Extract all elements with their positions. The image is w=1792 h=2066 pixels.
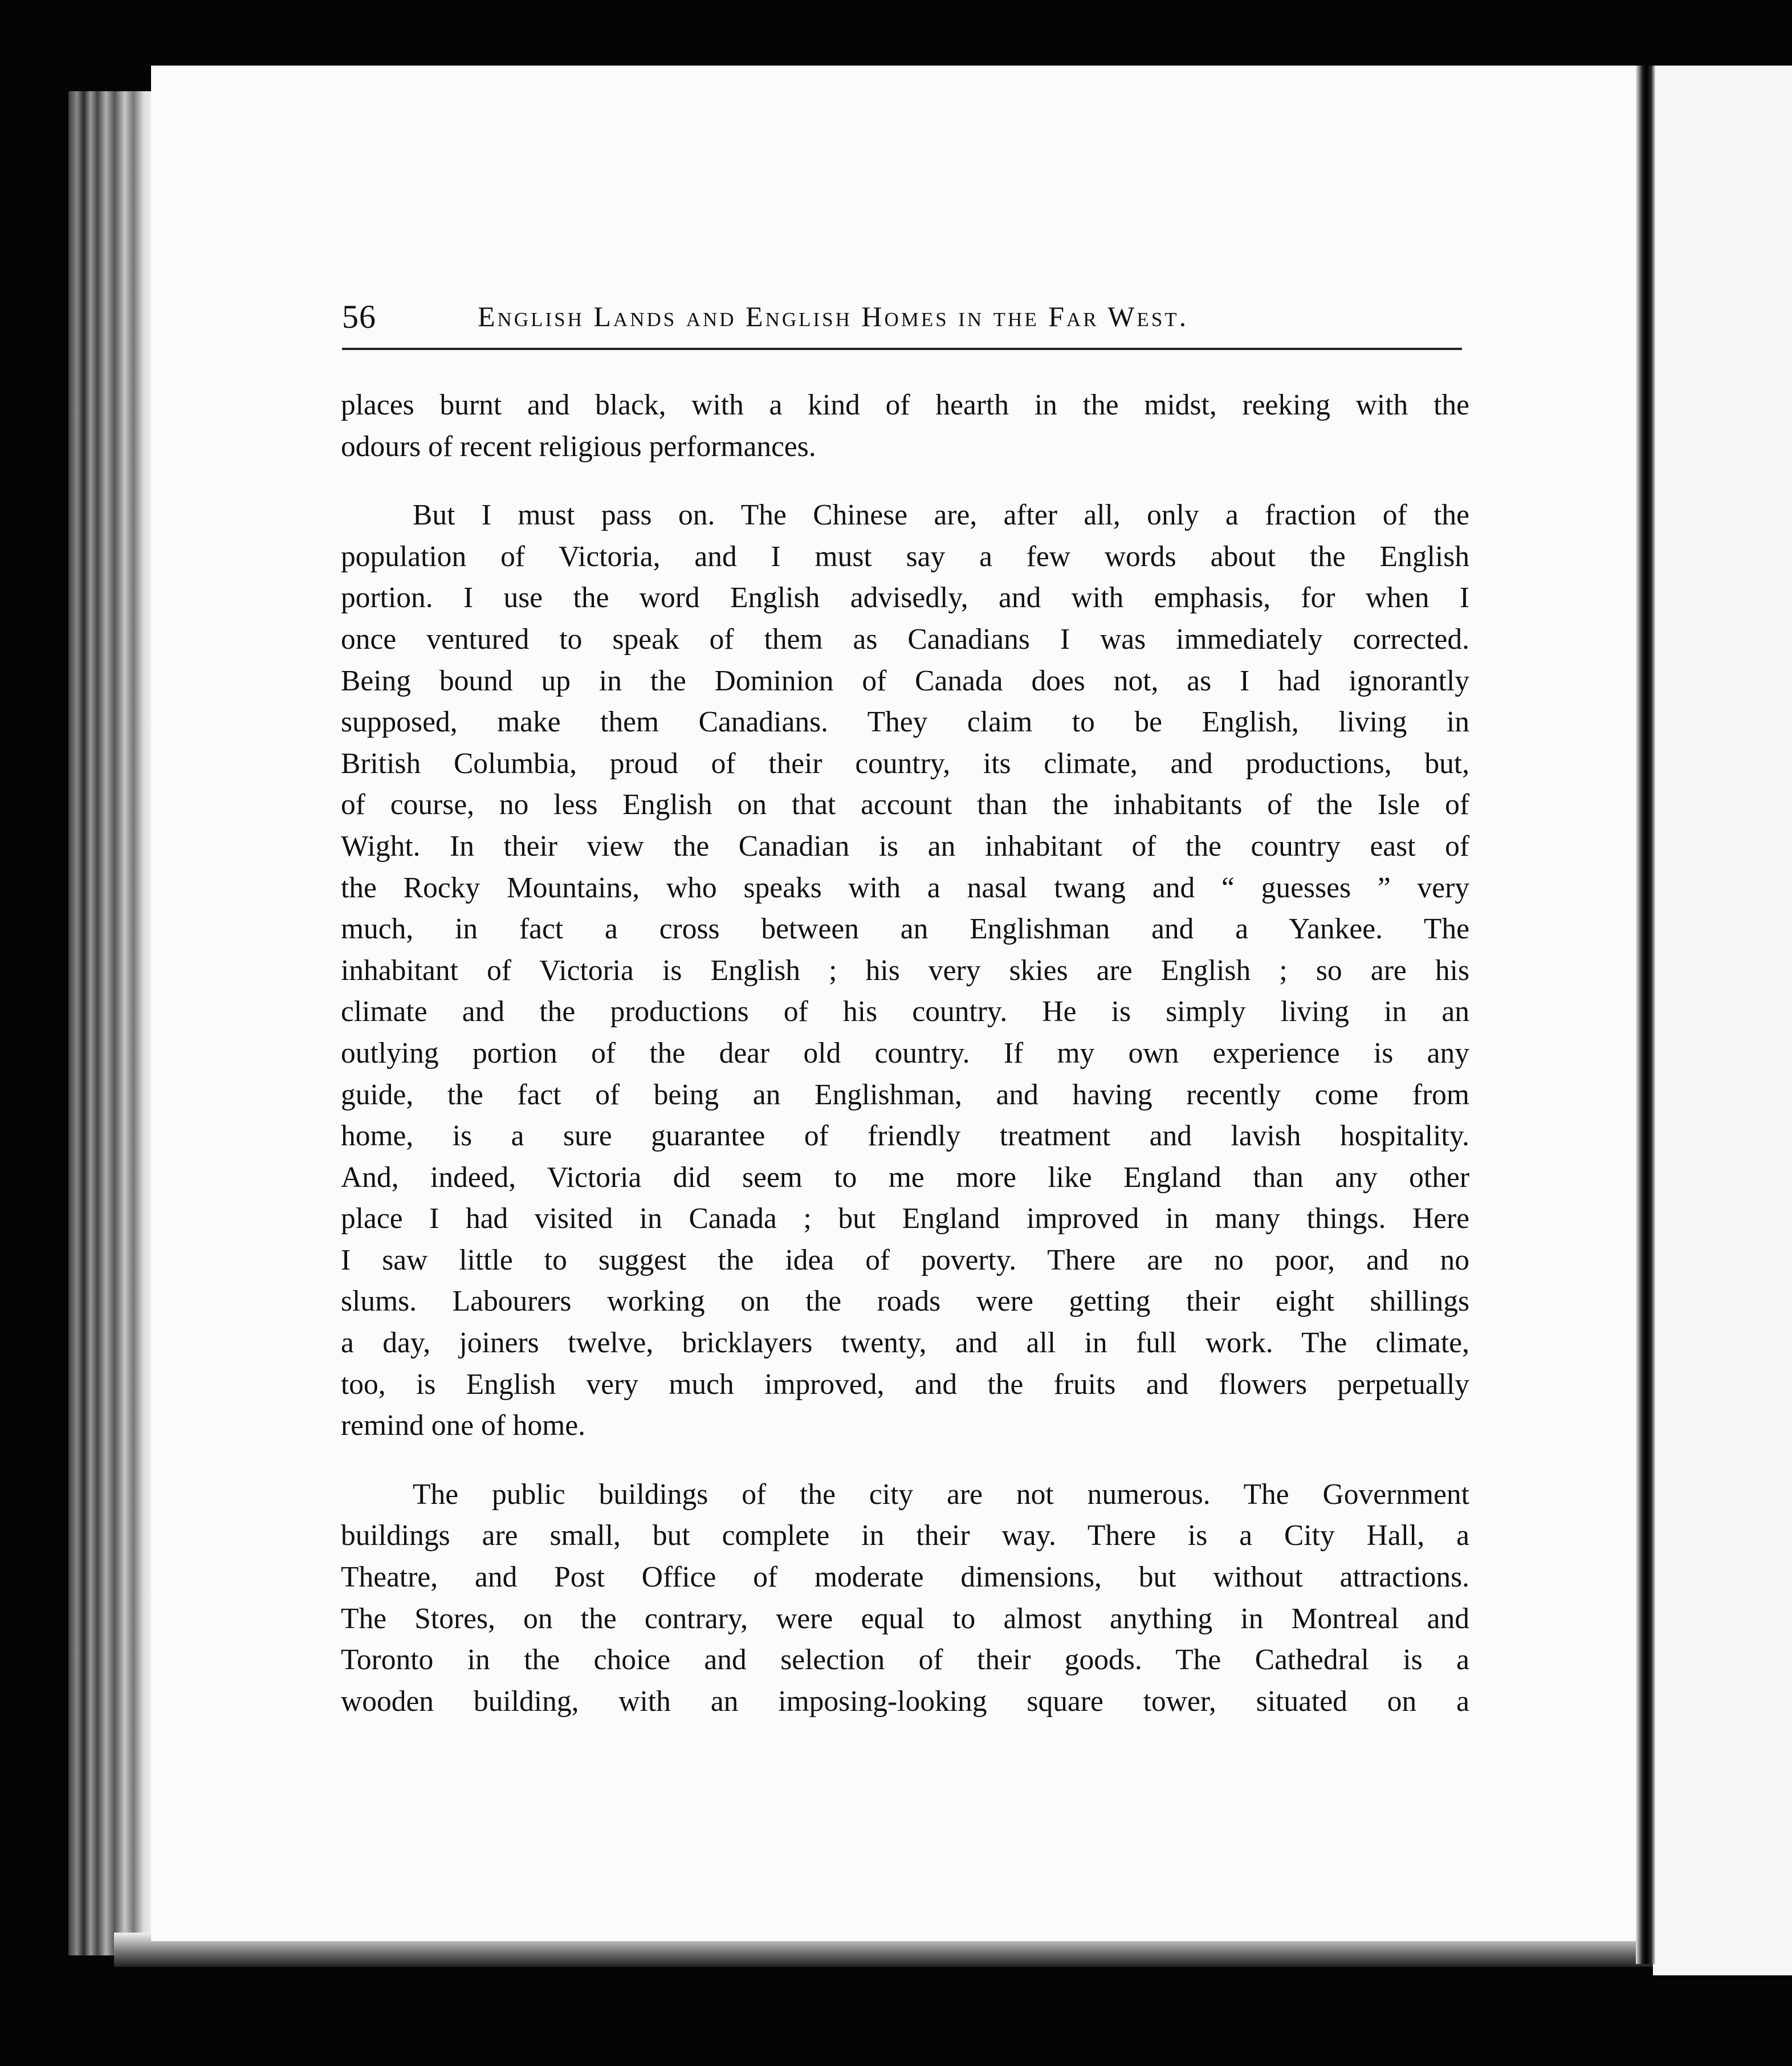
paragraph-2: [341, 495, 1469, 1447]
text-line: But I must pass on. The Chinese are, after all, only a fraction of the: [413, 499, 1469, 532]
text-line: portion. I use the word English advisedly, and with emphasis, for when I: [341, 581, 1469, 615]
text-line: I saw little to suggest the idea of poverty. There are no poor, and no: [341, 1243, 1469, 1276]
text-line: The public buildings of the city are not numerous. The Government: [413, 1478, 1469, 1511]
text-line: climate and the productions of his country. He is simply living in an: [341, 995, 1469, 1028]
page-number: 56: [342, 298, 376, 335]
facing-page: [1653, 66, 1792, 1975]
text-line: too, is English very much improved, and the fruits and flowers perpetually: [341, 1368, 1469, 1401]
text-line: the Rocky Mountains, who speaks with a nasal twang and “ guesses ” very: [341, 871, 1469, 904]
text-line: supposed, make them Canadians. They claim to be English, living in: [341, 706, 1469, 739]
text-line: And, indeed, Victoria did seem to me more like England than any other: [341, 1161, 1469, 1194]
text-line: home, is a sure guarantee of friendly treatment and lavish hospitality.: [341, 1120, 1469, 1153]
text-line: places burnt and black, with a kind of hearth in the midst, reeking with the: [341, 389, 1469, 421]
book-gutter: [1636, 66, 1655, 1964]
text-line: Being bound up in the Dominion of Canada does not, as I had ignorantly: [341, 664, 1469, 697]
body-text: [341, 385, 1469, 1722]
text-line: slums. Labourers working on the roads were getting their eight shillings: [341, 1285, 1469, 1318]
text-line: Wight. In their view the Canadian is an inhabitant of the country east of: [341, 829, 1469, 863]
paragraph-1: [341, 385, 1469, 467]
running-title: English Lands and English Homes in the Far West.: [478, 300, 1189, 332]
text-line: Theatre, and Post Office of moderate dimensions, but without attractions.: [341, 1561, 1469, 1594]
paragraph-3: [341, 1474, 1469, 1723]
text-line: of course, no less English on that account than the inhabitants of the Isle of: [341, 788, 1469, 821]
book-page-edges: [68, 91, 154, 1955]
text-line: outlying portion of the dear old country. If my own experience is any: [341, 1036, 1469, 1069]
text-line: a day, joiners twelve, bricklayers twenty, and all in full work. The climate,: [341, 1327, 1469, 1360]
text-line: odours of recent religious performances.: [341, 430, 816, 463]
text-line: buildings are small, but complete in their way. There is a City Hall, a: [341, 1519, 1469, 1552]
text-line: remind one of home.: [341, 1409, 586, 1442]
text-line: Toronto in the choice and selection of their goods. The Cathedral is a: [341, 1644, 1469, 1677]
text-line: British Columbia, proud of their country, its climate, and productions, but,: [341, 747, 1469, 780]
running-header: [342, 292, 1465, 349]
text-line: The Stores, on the contrary, were equal to almost anything in Montreal and: [341, 1602, 1469, 1635]
text-line: much, in fact a cross between an Englishman and a Yankee. The: [341, 913, 1469, 946]
text-line: population of Victoria, and I must say a few words about the English: [341, 540, 1469, 573]
header-rule: [342, 348, 1462, 350]
text-line: once ventured to speak of them as Canadians I was immediately corrected.: [341, 623, 1469, 656]
text-line: guide, the fact of being an Englishman, and having recently come from: [341, 1078, 1469, 1111]
text-line: place I had visited in Canada ; but England improved in many things. Here: [341, 1202, 1469, 1235]
text-line: inhabitant of Victoria is English ; his very skies are English ; so are his: [341, 954, 1469, 987]
text-line: wooden building, with an imposing-looking square tower, situated on a: [341, 1685, 1469, 1718]
